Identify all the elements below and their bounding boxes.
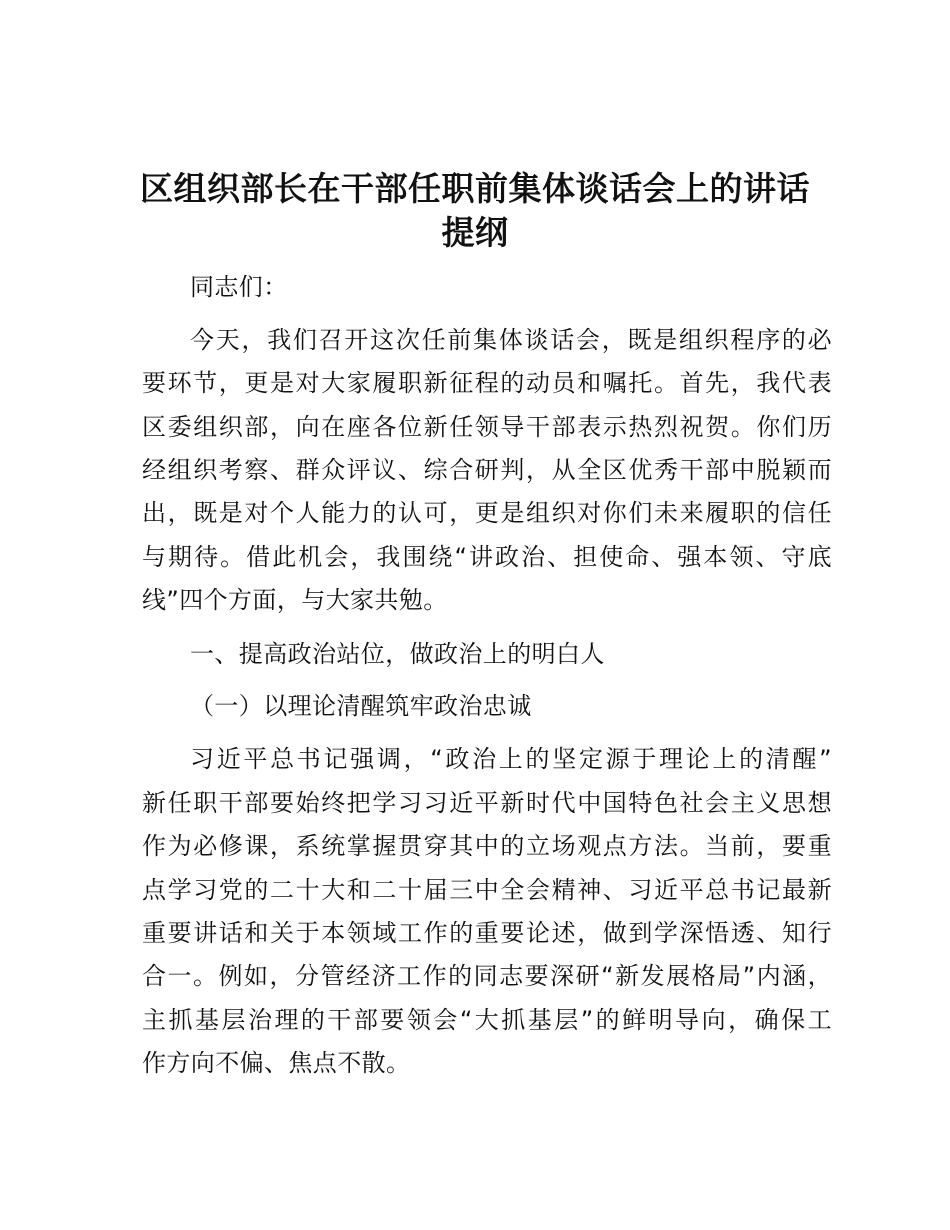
- paragraph-1-line: 线”四个方面，与大家共勉。: [142, 586, 448, 614]
- salutation: 同志们：: [190, 273, 288, 301]
- paragraph-2-line: 主抓基层治理的干部要领会“大抓基层”的鲜明导向，确保工: [142, 1006, 832, 1034]
- paragraph-1-line: 区委组织部，向在座各位新任领导干部表示热烈祝贺。你们历: [142, 413, 832, 441]
- paragraph-1-line: 与期待。借此机会，我围绕“讲政治、担使命、强本领、守底: [142, 543, 832, 571]
- section-heading-1: 一、提高政治站位，做政治上的明白人: [190, 640, 605, 668]
- paragraph-2-line: 合一。例如，分管经济工作的同志要深研“新发展格局”内涵，: [142, 962, 832, 990]
- paragraph-2-line: 习近平总书记强调，“政治上的坚定源于理论上的清醒”: [190, 745, 832, 773]
- paragraph-2-line: 点学习党的二十大和二十届三中全会精神、习近平总书记最新: [142, 876, 832, 904]
- paragraph-1-line: 今天，我们召开这次任前集体谈话会，既是组织程序的必: [190, 326, 832, 354]
- paragraph-1-line: 出，既是对个人能力的认可，更是组织对你们未来履职的信任: [142, 499, 832, 527]
- paragraph-2-line: 新任职干部要始终把学习习近平新时代中国特色社会主义思想: [142, 789, 832, 817]
- paragraph-1-line: 经组织考察、群众评议、综合研判，从全区优秀干部中脱颖而: [142, 456, 832, 484]
- paragraph-2-line: 重要讲话和关于本领域工作的重要论述，做到学深悟透、知行: [142, 919, 832, 947]
- paragraph-2-line: 作方向不偏、焦点不散。: [142, 1049, 411, 1077]
- document-title-line-2: 提纲: [441, 213, 509, 252]
- document-title-line-1: 区组织部长在干部任职前集体谈话会上的讲话: [140, 169, 810, 208]
- paragraph-1-line: 要环节，更是对大家履职新征程的动员和嘱托。首先，我代表: [142, 369, 832, 397]
- subsection-heading-1: （一）以理论清醒筑牢政治忠诚: [190, 692, 532, 720]
- paragraph-2-line: 作为必修课，系统掌握贯穿其中的立场观点方法。当前，要重: [142, 832, 832, 860]
